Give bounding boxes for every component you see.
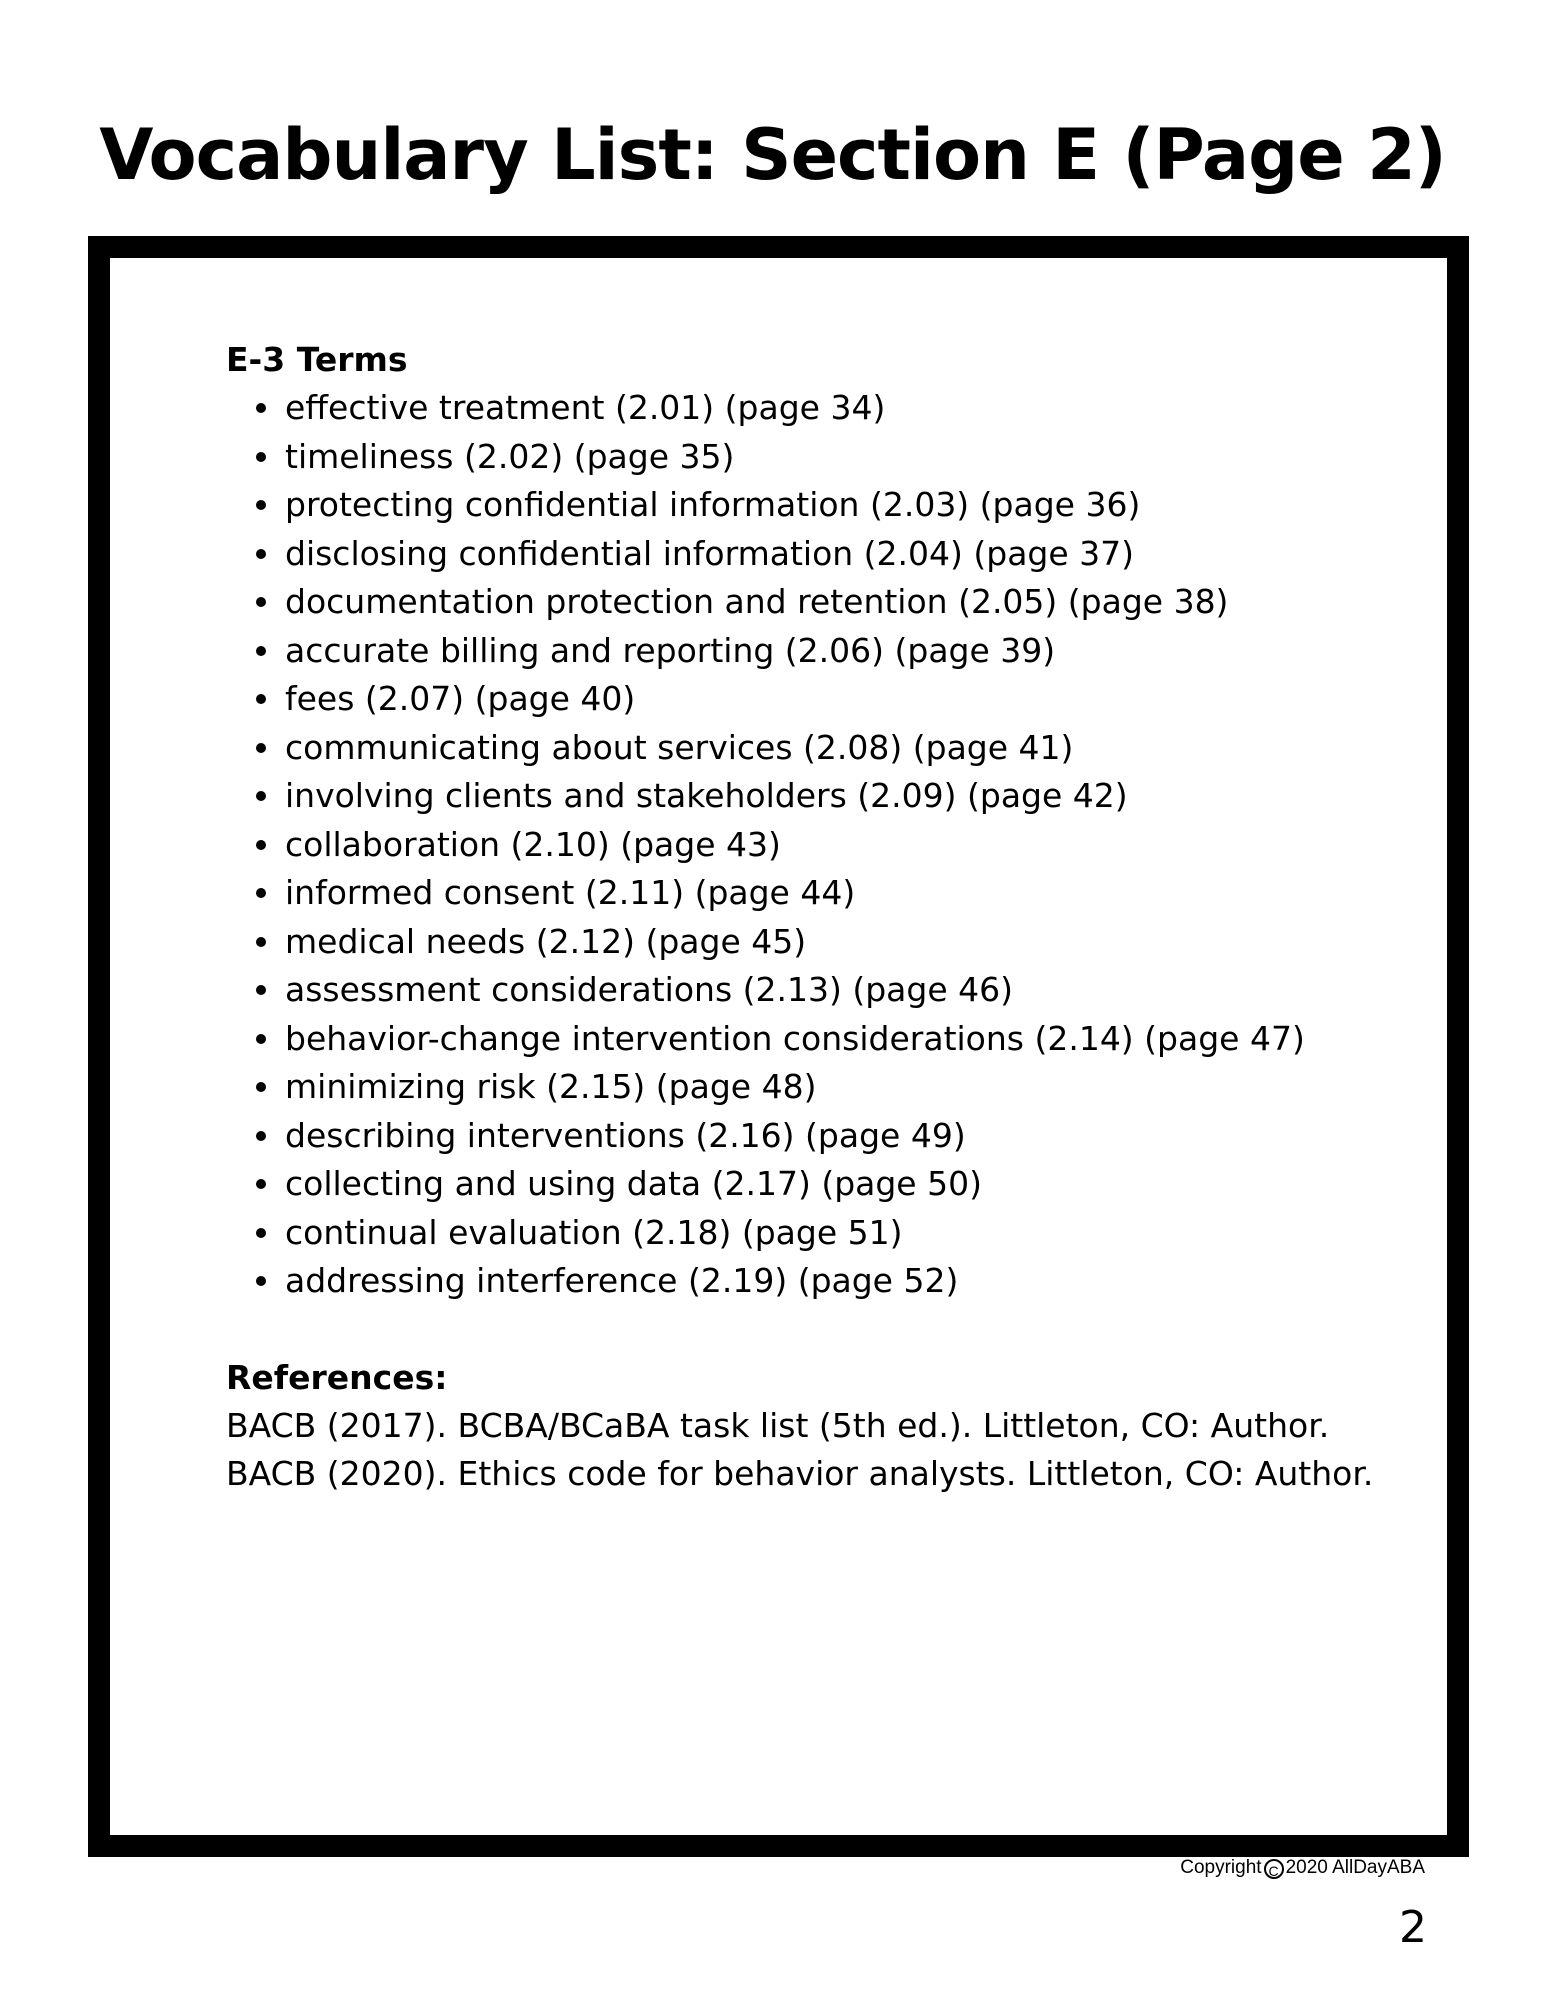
bullet-icon [256,500,266,510]
term-text: protecting confidential information (2.03) (page 36) [285,485,1141,524]
list-item [226,627,1407,676]
bullet-icon [256,985,266,995]
list-item [226,772,1407,821]
term-text: communicating about services (2.08) (page 41) [285,727,1074,767]
page-title: Vocabulary List: Section E (Page 2) [99,114,1446,196]
bullet-icon [256,1276,266,1286]
content-area [226,336,1407,1499]
list-item [226,1015,1407,1064]
bullet-icon [256,1034,266,1044]
list-item [226,481,1407,530]
bullet-icon [256,840,266,850]
bullet-icon [256,694,266,704]
copyright-notice [1180,1854,1425,1882]
list-item [226,1209,1407,1258]
bullet-icon [256,937,266,947]
references-block [226,1354,1407,1499]
list-item [226,1257,1407,1306]
content-frame [88,236,1469,1857]
term-text: describing interventions (2.16) (page 49) [285,1115,966,1155]
term-text: collecting and using data (2.17) (page 50) [285,1164,982,1203]
bullet-icon [256,743,266,753]
bullet-icon [256,1082,266,1092]
bullet-icon [256,888,266,898]
bullet-icon [256,791,266,801]
list-item [226,675,1407,724]
term-text: informed consent (2.11) (page 44) [285,873,856,912]
term-text: effective treatment (2.01) (page 34) [285,388,886,427]
list-item [226,966,1407,1015]
list-item [226,724,1407,773]
term-text: documentation protection and retention (2.05) (page 38) [285,582,1229,621]
bullet-icon [256,646,266,656]
list-item [226,869,1407,918]
bullet-icon [256,403,266,413]
list-item [226,1160,1407,1209]
term-text: involving clients and stakeholders (2.09) (page 42) [285,776,1128,815]
term-list [226,384,1407,1306]
term-text: assessment considerations (2.13) (page 46) [285,970,1013,1009]
term-text: collaboration (2.10) (page 43) [285,824,781,864]
term-text: timeliness (2.02) (page 35) [285,436,735,476]
term-text: accurate billing and reporting (2.06) (page 39) [285,630,1056,670]
term-text: minimizing risk (2.15) (page 48) [285,1067,817,1106]
bullet-icon [256,1179,266,1189]
references-heading: References: [226,1357,448,1397]
list-item [226,918,1407,967]
section-heading: E-3 Terms [226,340,408,379]
term-text: fees (2.07) (page 40) [285,679,636,718]
list-item [226,1112,1407,1161]
reference-entry: BACB (2017). BCBA/BCaBA task list (5th ed.). Littleton, CO: Author. [226,1405,1330,1445]
reference-entry: BACB (2020). Ethics code for behavior analysts. Littleton, CO: Author. [226,1454,1374,1493]
list-item [226,1063,1407,1112]
bullet-icon [256,1228,266,1238]
list-item [226,821,1407,870]
list-item [226,530,1407,579]
list-item [226,578,1407,627]
term-text: continual evaluation (2.18) (page 51) [285,1212,903,1252]
list-item [226,384,1407,433]
bullet-icon [256,597,266,607]
term-text: disclosing confidential information (2.04) (page 37) [285,533,1135,573]
term-text: behavior-change intervention considerations (2.14) (page 47) [285,1018,1305,1058]
bullet-icon [256,549,266,559]
list-item [226,433,1407,482]
bullet-icon [256,1131,266,1141]
term-text: medical needs (2.12) (page 45) [285,921,807,961]
copyright-suffix: 2020 AllDayABA [1285,1857,1425,1878]
page-number: 2 [1399,1902,1427,1953]
term-text: addressing interference (2.19) (page 52) [285,1261,959,1300]
copyright-icon: C [1264,1859,1284,1879]
copyright-prefix: Copyright [1180,1857,1262,1878]
bullet-icon [256,452,266,462]
